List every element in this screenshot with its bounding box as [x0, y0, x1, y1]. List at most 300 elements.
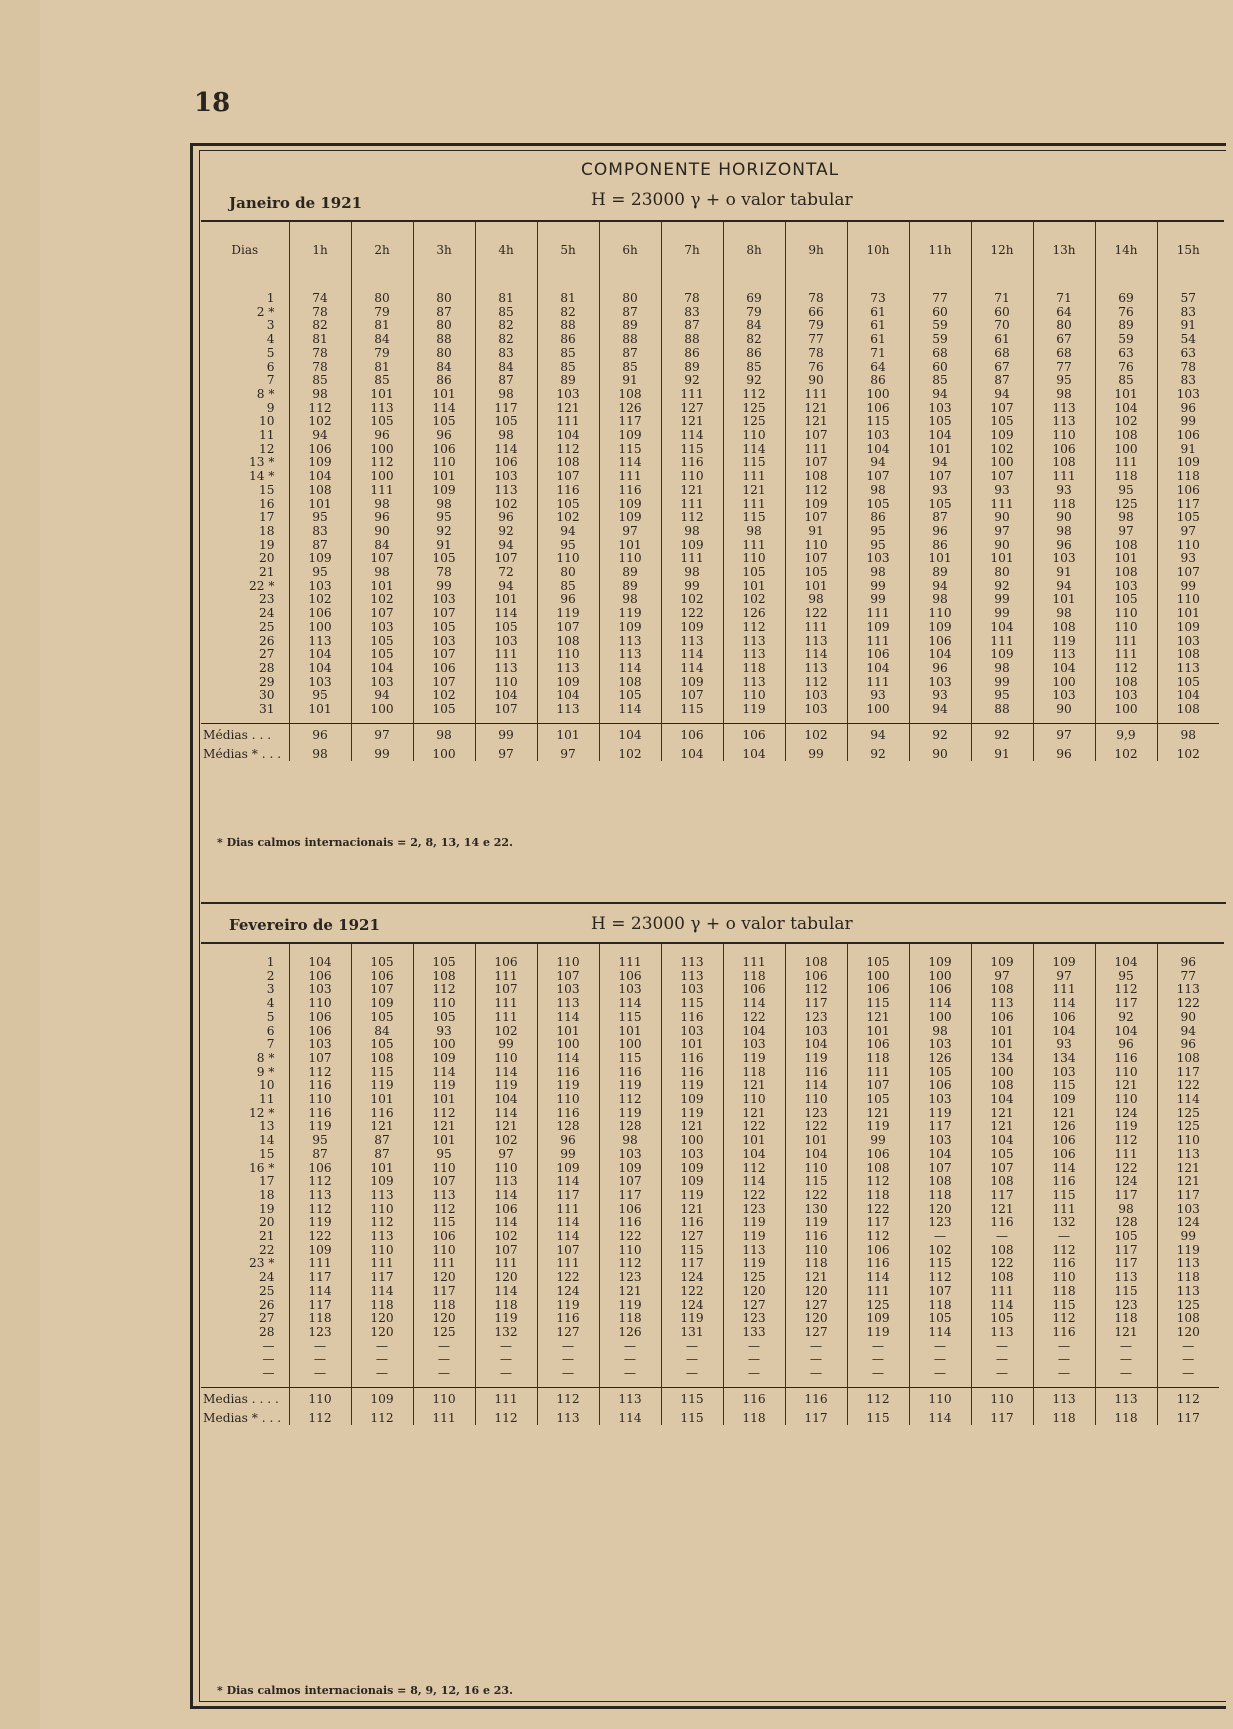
day-cell: 16 * — [249, 1160, 275, 1175]
value-cell: — — [661, 1340, 723, 1354]
value-cell: 85 — [289, 374, 351, 388]
value-cell: 122 — [1157, 997, 1219, 1011]
value-cell: 98 — [971, 662, 1033, 676]
value-cell: 118 — [351, 1299, 413, 1313]
value-cell: 59 — [909, 319, 971, 333]
value-cell: 110 — [1033, 429, 1095, 443]
value-cell: 82 — [475, 319, 537, 333]
value-cell: 106 — [599, 1203, 661, 1217]
value-cell: 105 — [351, 1011, 413, 1025]
value-cell: 106 — [1033, 443, 1095, 457]
value-cell: 98 — [909, 1025, 971, 1039]
day-cell: 14 — [258, 1133, 275, 1148]
value-cell: 114 — [1157, 1093, 1219, 1107]
value-cell: 112 — [289, 1175, 351, 1189]
value-cell: 124 — [1157, 1216, 1219, 1230]
value-cell: 71 — [1033, 280, 1095, 306]
mean-cell: 118 — [1095, 1407, 1157, 1426]
value-cell: 121 — [847, 1107, 909, 1121]
value-cell: 118 — [1033, 1285, 1095, 1299]
means-label: Médias * . . . — [203, 746, 282, 761]
mean-cell: 116 — [785, 1387, 847, 1406]
value-cell: 104 — [785, 1038, 847, 1052]
value-cell: 91 — [599, 374, 661, 388]
value-cell: 90 — [1157, 1011, 1219, 1025]
day-cell: 9 * — [256, 1064, 275, 1079]
value-cell: 78 — [661, 280, 723, 306]
value-cell: 121 — [1033, 1107, 1095, 1121]
mean-cell: 118 — [723, 1407, 785, 1426]
value-cell: 99 — [847, 580, 909, 594]
value-cell: 94 — [475, 539, 537, 553]
value-cell: 106 — [847, 1038, 909, 1052]
value-cell: 109 — [847, 1312, 909, 1326]
mean-cell: 112 — [847, 1387, 909, 1406]
value-cell: 127 — [661, 402, 723, 416]
value-cell: 127 — [723, 1299, 785, 1313]
value-cell: 107 — [909, 1285, 971, 1299]
value-cell: 111 — [1095, 1148, 1157, 1162]
value-cell: — — [1095, 1353, 1157, 1367]
day-cell: 4 — [266, 332, 275, 347]
value-cell: 100 — [1095, 443, 1157, 457]
table-row — [201, 1162, 1219, 1176]
value-cell: 89 — [599, 566, 661, 580]
value-cell: 109 — [785, 498, 847, 512]
mean-cell: 111 — [413, 1407, 475, 1426]
value-cell: 95 — [289, 689, 351, 703]
value-cell: 123 — [599, 1271, 661, 1285]
day-cell: 13 — [258, 1119, 275, 1134]
value-cell: 101 — [537, 1025, 599, 1039]
day-cell: 3 — [266, 318, 275, 333]
value-cell: 98 — [413, 498, 475, 512]
day-cell: 16 — [258, 496, 275, 511]
value-cell: 103 — [537, 983, 599, 997]
value-cell: 113 — [1033, 415, 1095, 429]
value-cell: 111 — [785, 443, 847, 457]
value-cell: 106 — [847, 983, 909, 997]
day-cell: 27 — [258, 647, 275, 662]
value-cell: 89 — [537, 374, 599, 388]
table-row — [201, 635, 1219, 649]
value-cell: 118 — [289, 1312, 351, 1326]
value-cell: — — [599, 1340, 661, 1354]
value-cell: 94 — [351, 689, 413, 703]
value-cell: 86 — [537, 333, 599, 347]
means-label: Medias * . . . — [203, 1410, 282, 1425]
value-cell: 124 — [1095, 1107, 1157, 1121]
value-cell: 87 — [413, 306, 475, 320]
value-cell: 63 — [1095, 347, 1157, 361]
value-cell: 113 — [289, 1189, 351, 1203]
value-cell: 107 — [785, 552, 847, 566]
table-row — [201, 525, 1219, 539]
day-cell: 25 — [258, 1283, 275, 1298]
table-row — [201, 280, 1219, 306]
day-cell: 21 — [258, 1229, 275, 1244]
value-cell: 132 — [475, 1326, 537, 1340]
value-cell: 91 — [413, 539, 475, 553]
mean-cell: 109 — [351, 1387, 413, 1406]
value-cell: 104 — [847, 662, 909, 676]
value-cell: 121 — [1095, 1079, 1157, 1093]
value-cell: 91 — [1157, 443, 1219, 457]
value-cell: 104 — [723, 1025, 785, 1039]
value-cell: 100 — [351, 703, 413, 723]
february-section — [201, 896, 1224, 1697]
value-cell: 109 — [537, 676, 599, 690]
value-cell: 85 — [723, 361, 785, 375]
value-cell: 121 — [971, 1120, 1033, 1134]
value-cell: 61 — [847, 333, 909, 347]
value-cell: 105 — [413, 621, 475, 635]
mean-cell: 96 — [289, 723, 351, 742]
mean-cell: 9,9 — [1095, 723, 1157, 742]
table-row — [201, 1257, 1219, 1271]
value-cell: 113 — [723, 635, 785, 649]
days-header: Dias — [231, 243, 259, 258]
value-cell: 109 — [847, 621, 909, 635]
value-cell: 115 — [599, 443, 661, 457]
value-cell: 83 — [289, 525, 351, 539]
value-cell: 127 — [537, 1326, 599, 1340]
value-cell: 121 — [723, 1079, 785, 1093]
value-cell: 88 — [599, 333, 661, 347]
value-cell: 103 — [289, 1038, 351, 1052]
value-cell: 94 — [909, 580, 971, 594]
mean-cell: 99 — [475, 723, 537, 742]
value-cell: 94 — [847, 456, 909, 470]
value-cell: 132 — [1033, 1216, 1095, 1230]
value-cell: 109 — [1033, 944, 1095, 970]
mean-cell: 102 — [599, 743, 661, 762]
value-cell: 106 — [475, 1203, 537, 1217]
value-cell: 114 — [661, 648, 723, 662]
value-cell: 111 — [1095, 456, 1157, 470]
table-row — [201, 1025, 1219, 1039]
value-cell: 87 — [599, 347, 661, 361]
value-cell: 113 — [1157, 1257, 1219, 1271]
value-cell: 104 — [1033, 1025, 1095, 1039]
value-cell: 100 — [661, 1134, 723, 1148]
value-cell: 124 — [537, 1285, 599, 1299]
value-cell: 101 — [599, 539, 661, 553]
day-cell: 5 — [266, 345, 275, 360]
hour-header: 13h — [1033, 222, 1095, 280]
day-cell: 14 * — [249, 469, 275, 484]
value-cell: 66 — [785, 306, 847, 320]
value-cell: 118 — [413, 1299, 475, 1313]
value-cell: 111 — [1033, 983, 1095, 997]
value-cell: 98 — [847, 566, 909, 580]
value-cell: 110 — [351, 1203, 413, 1217]
table-row — [201, 1011, 1219, 1025]
value-cell: 106 — [1033, 1134, 1095, 1148]
mean-cell: 98 — [413, 723, 475, 742]
value-cell: 101 — [661, 1038, 723, 1052]
value-cell: 112 — [847, 1175, 909, 1189]
means-row — [201, 1387, 1219, 1406]
value-cell: 104 — [847, 443, 909, 457]
value-cell: 81 — [537, 280, 599, 306]
mean-cell: 116 — [723, 1387, 785, 1406]
value-cell: 111 — [351, 1257, 413, 1271]
value-cell: 113 — [1157, 1285, 1219, 1299]
value-cell: 134 — [1033, 1052, 1095, 1066]
value-cell: — — [1033, 1340, 1095, 1354]
means-label: Médias . . . — [201, 723, 289, 742]
value-cell: 104 — [289, 944, 351, 970]
value-cell: 87 — [909, 511, 971, 525]
value-cell: 98 — [785, 593, 847, 607]
value-cell: 114 — [785, 648, 847, 662]
value-cell: 107 — [413, 676, 475, 690]
mean-cell: 112 — [537, 1387, 599, 1406]
value-cell: 106 — [1033, 1011, 1095, 1025]
value-cell: 77 — [909, 280, 971, 306]
value-cell: 117 — [1095, 997, 1157, 1011]
hour-header: 8h — [723, 222, 785, 280]
value-cell: 108 — [847, 1162, 909, 1176]
value-cell: 103 — [909, 676, 971, 690]
value-cell: 105 — [971, 1148, 1033, 1162]
value-cell: 87 — [971, 374, 1033, 388]
mean-cell: 90 — [909, 743, 971, 762]
value-cell: 122 — [785, 1120, 847, 1134]
value-cell: 98 — [351, 498, 413, 512]
value-cell: 104 — [475, 1093, 537, 1107]
value-cell: 111 — [1095, 635, 1157, 649]
value-cell: 118 — [475, 1299, 537, 1313]
value-cell: 108 — [971, 1271, 1033, 1285]
value-cell: 101 — [971, 1025, 1033, 1039]
value-cell: 87 — [475, 374, 537, 388]
value-cell: — — [1033, 1367, 1095, 1387]
value-cell: 112 — [537, 443, 599, 457]
value-cell: 102 — [971, 443, 1033, 457]
value-cell: 101 — [1157, 607, 1219, 621]
value-cell: 94 — [909, 703, 971, 723]
value-cell: 102 — [413, 689, 475, 703]
value-cell: 113 — [723, 676, 785, 690]
value-cell: 80 — [1033, 319, 1095, 333]
value-cell: — — [971, 1367, 1033, 1387]
value-cell: 109 — [599, 498, 661, 512]
value-cell: 95 — [971, 689, 1033, 703]
value-cell: 108 — [1157, 703, 1219, 723]
value-cell: 112 — [909, 1271, 971, 1285]
value-cell: 122 — [785, 1189, 847, 1203]
hour-header: 2h — [351, 222, 413, 280]
value-cell: 104 — [1095, 402, 1157, 416]
value-cell: 100 — [537, 1038, 599, 1052]
table-row — [201, 1052, 1219, 1066]
day-cell: 7 — [266, 1037, 275, 1052]
value-cell: 103 — [1157, 1203, 1219, 1217]
value-cell: 96 — [1033, 539, 1095, 553]
value-cell: 98 — [661, 566, 723, 580]
value-cell: 114 — [537, 1011, 599, 1025]
value-cell: 122 — [289, 1230, 351, 1244]
value-cell: 113 — [599, 648, 661, 662]
value-cell: 85 — [599, 361, 661, 375]
value-cell: 109 — [599, 429, 661, 443]
value-cell: 114 — [351, 1285, 413, 1299]
value-cell: 77 — [1033, 361, 1095, 375]
value-cell: 120 — [723, 1285, 785, 1299]
mean-cell: 113 — [537, 1407, 599, 1426]
value-cell: 59 — [909, 333, 971, 347]
value-cell: 100 — [1095, 703, 1157, 723]
value-cell: 109 — [289, 456, 351, 470]
value-cell: 103 — [1033, 1066, 1095, 1080]
value-cell: 101 — [971, 1038, 1033, 1052]
value-cell: 97 — [599, 525, 661, 539]
value-cell: 119 — [661, 1079, 723, 1093]
value-cell: 110 — [1095, 1093, 1157, 1107]
hour-header: 6h — [599, 222, 661, 280]
value-cell: 114 — [723, 1175, 785, 1189]
value-cell: 106 — [785, 970, 847, 984]
value-cell: 118 — [1157, 470, 1219, 484]
table-row — [201, 1079, 1219, 1093]
value-cell: 113 — [413, 1189, 475, 1203]
value-cell: 121 — [1095, 1326, 1157, 1340]
value-cell: 111 — [537, 1203, 599, 1217]
value-cell: 106 — [289, 1011, 351, 1025]
value-cell: 107 — [971, 402, 1033, 416]
value-cell: — — [661, 1353, 723, 1367]
value-cell: 98 — [723, 525, 785, 539]
value-cell: 108 — [971, 983, 1033, 997]
value-cell: 57 — [1157, 280, 1219, 306]
value-cell: 103 — [1095, 689, 1157, 703]
february-formula: H = 23000 γ + o valor tabular — [591, 914, 853, 934]
day-cell: 5 — [266, 1009, 275, 1024]
value-cell: 116 — [1033, 1257, 1095, 1271]
value-cell: 114 — [1033, 1162, 1095, 1176]
mean-cell: 110 — [909, 1387, 971, 1406]
value-cell: 85 — [537, 361, 599, 375]
value-cell: 104 — [723, 1148, 785, 1162]
value-cell: 78 — [785, 280, 847, 306]
value-cell: 105 — [537, 498, 599, 512]
value-cell: 109 — [661, 539, 723, 553]
value-cell: 113 — [1157, 983, 1219, 997]
value-cell: 115 — [661, 443, 723, 457]
value-cell: 111 — [475, 970, 537, 984]
mean-cell: 97 — [1033, 723, 1095, 742]
value-cell: — — [909, 1367, 971, 1387]
value-cell: 108 — [599, 676, 661, 690]
value-cell: 98 — [351, 566, 413, 580]
value-cell: 107 — [475, 703, 537, 723]
value-cell: 117 — [1157, 1066, 1219, 1080]
value-cell: 106 — [289, 443, 351, 457]
value-cell: 107 — [351, 552, 413, 566]
value-cell: 119 — [475, 1312, 537, 1326]
value-cell: 115 — [661, 1244, 723, 1258]
value-cell: 102 — [351, 593, 413, 607]
value-cell: 119 — [351, 1079, 413, 1093]
value-cell: 114 — [723, 443, 785, 457]
value-cell: 108 — [413, 970, 475, 984]
value-cell: 104 — [785, 1148, 847, 1162]
value-cell: 119 — [599, 607, 661, 621]
value-cell: 121 — [537, 402, 599, 416]
value-cell: 110 — [599, 552, 661, 566]
value-cell: — — [723, 1340, 785, 1354]
value-cell: 103 — [599, 1148, 661, 1162]
value-cell: — — [847, 1367, 909, 1387]
value-cell: 107 — [475, 552, 537, 566]
value-cell: 101 — [289, 498, 351, 512]
value-cell: 121 — [971, 1203, 1033, 1217]
day-cell: 15 — [258, 482, 275, 497]
mean-cell: 94 — [847, 723, 909, 742]
value-cell: 102 — [723, 593, 785, 607]
mean-cell: 98 — [1157, 723, 1219, 742]
value-cell: 106 — [289, 1025, 351, 1039]
value-cell: 101 — [785, 580, 847, 594]
table-row — [201, 1189, 1219, 1203]
value-cell: 113 — [537, 662, 599, 676]
day-cell: 17 — [258, 1174, 275, 1189]
value-cell: 116 — [661, 456, 723, 470]
value-cell: 70 — [971, 319, 1033, 333]
value-cell: 99 — [661, 580, 723, 594]
value-cell: 93 — [909, 484, 971, 498]
value-cell: 84 — [351, 1025, 413, 1039]
value-cell: 118 — [909, 1189, 971, 1203]
value-cell: 98 — [599, 1134, 661, 1148]
day-cell: 7 — [266, 373, 275, 388]
value-cell: 89 — [1095, 319, 1157, 333]
value-cell: — — [1095, 1340, 1157, 1354]
value-cell: 99 — [413, 580, 475, 594]
value-cell: 112 — [351, 456, 413, 470]
value-cell: 95 — [289, 566, 351, 580]
value-cell: 97 — [1095, 525, 1157, 539]
value-cell: 113 — [661, 944, 723, 970]
mean-cell: 115 — [661, 1407, 723, 1426]
value-cell: 61 — [971, 333, 1033, 347]
value-cell: 85 — [537, 580, 599, 594]
mean-cell: 91 — [971, 743, 1033, 762]
table-row — [201, 415, 1219, 429]
mean-cell: 114 — [909, 1407, 971, 1426]
value-cell: 107 — [1157, 566, 1219, 580]
value-cell: 107 — [413, 648, 475, 662]
value-cell: 122 — [661, 607, 723, 621]
value-cell: 102 — [661, 593, 723, 607]
value-cell: 110 — [1157, 539, 1219, 553]
mean-cell: 110 — [971, 1387, 1033, 1406]
value-cell: 95 — [1095, 484, 1157, 498]
value-cell: 106 — [909, 983, 971, 997]
value-cell: 115 — [661, 997, 723, 1011]
value-cell: 113 — [1033, 648, 1095, 662]
value-cell: 83 — [1157, 306, 1219, 320]
hour-header: 4h — [475, 222, 537, 280]
value-cell: 96 — [537, 1134, 599, 1148]
value-cell: 107 — [909, 470, 971, 484]
value-cell: 121 — [413, 1120, 475, 1134]
value-cell: 122 — [971, 1257, 1033, 1271]
value-cell: 122 — [847, 1203, 909, 1217]
value-cell: 107 — [847, 1079, 909, 1093]
